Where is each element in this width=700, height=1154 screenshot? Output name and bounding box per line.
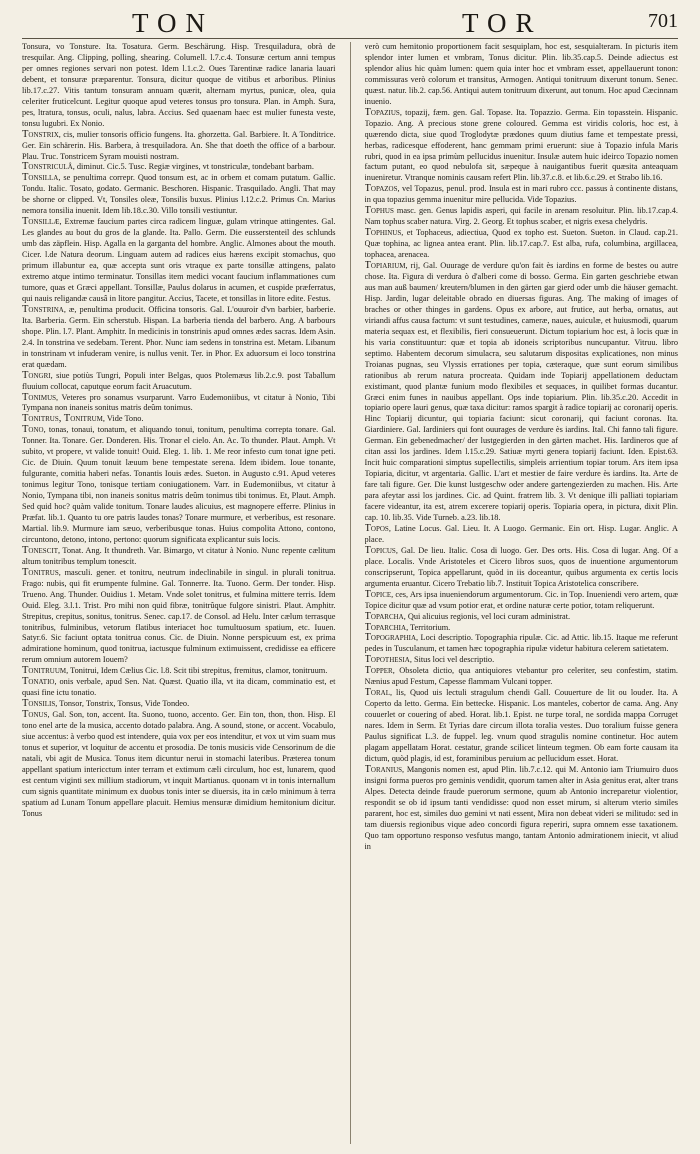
entry-headword: Topographia	[364, 632, 417, 644]
entry-text: , Latine Locus. Gal. Lieu. It. A Luogo. Germanic. Ein ort. Hisp. Lugar. Anglic. A place.	[364, 523, 678, 544]
entry-text: , Extremæ faucium partes circa radicem linguæ, gulam vtrinque attingentes. Gal. Les glandes au bout du gros de la glande. Ita. Pallo. Germ. Die eusserstenteil des schlunds umb das zäpflein. Hisp. Agalla en la garganta del hombre. Anglic. Almones about the mouth. Cicer. l.de Natura deorum. Linguam autem ad radices eius hærens excipit stomachus, quo primum illabuntur ea, quæ accepta sunt oris vtraque ex parte tonsillæ attingens, palato extremo atque intimo terminatur. Tonsillas item medici vocant faucium inflammationes cum tumore, quas et Græci appellant. Tonsillæ, Paulus dolarus in acumen, et cuspide præferratus, qui nauis religandæ causâ in litore pangitur. Accius, Tacete, et tonsillas in litore edite. Festus.	[22, 217, 336, 303]
text-columns	[22, 42, 678, 1144]
entry-headword: Topazius	[364, 106, 400, 118]
entry-text: masc. gen. Genus lapidis asperi, qui facile in arenam resoluitur. Plin. lib.17.cap.4. Nam tophus scaber natura. Virg. 2. Georg. Et tophus scaber, et nigris exesa chelydris.	[364, 206, 678, 227]
entry-text: , siue potiùs Tungri, Populi inter Belgas, quos Ptolemæus lib.2.c.9. post Taballum fluuium collocat, caputque eorum facit Aruacutum.	[22, 370, 336, 391]
entry-headword: Tongri	[22, 369, 51, 381]
entry-text: verò cum hemitonio proportionem facit sesquiplam, hoc est, sesquialteram. In picturis item splendor inter lumen et vmbram, Tonus dicitur. Plin. lib.35.cap.5. Deinde adiectus est splendor alius hic quàm lumen: quem quia inter hoc et vmbram esset, appellauerunt tonon: commissuras verò colorum et transitus, Armogen. Antiqui tonitruum dixerunt tonum. Senec. quæst. natur. lib.2. cap.56. Antiqui autem tonitruum dixerunt, aut tonum. Hoc apud Cæcinnam inuenio.	[364, 42, 678, 106]
entry-headword: Tonescit	[22, 544, 58, 556]
dictionary-entry	[22, 699, 336, 710]
dictionary-entry	[365, 108, 679, 185]
column-divider	[350, 42, 351, 1144]
dictionary-entry	[365, 546, 679, 590]
entry-text: , onis verbale, apud Sen. Nat. Quæst. Quatio illa, vt ita dicam, comminatio est, et quasi fine ictu tonatio.	[22, 677, 336, 698]
entry-text: , lis, Quod uis lectuli stragulum chendi Gall. Couuerture de lit ou louder. Ita. A Coperto da letto. Germa. Ein bettecke. Hispanic. Los manteles, cobertor de cama. Ang. Any couuerlet or couering of abed. Horat. lib.1. Epist. ne turpe toral, ne sordida mappa Corruget nares. Idem in Serm. Et Tyrias dare circum illota toralia vestes. Duo toralium fuisse genera Paulus significat L.3. de fuppel. leg. vnum quod stragulis nomine continetur. Hoc autem plagam appellatam Horat. cestatur, grande scilicet linteum tegmen. Ob eam forte causam ita dictum, quòd plagis, id est, foraminibus peruium ac pellucidum esset. Horat.	[364, 688, 678, 763]
entry-text: , masculi. gener. et tonitru, neutrum indeclinabile in singul. in plurali tonitrua. Frago: nubis, qui fit erumpente fulmine. Gal. Tonnerre. Ita. Tuono. Germ. Der tonder. Hisp. Trueno. Ang. Thunder. Ouidius 1. Metam. Vnde solet tonitrus, et fulmina mittere terris. Idem Ouid. Eleg. 3.l.1. Trist. Pro mihi non quid fibræ, tonitrûque fulgore sinistri. Plaut. Amphitr. Strepitus, crepitus, sonitus, tonitrus. Senec. cap.17. de Consol. ad Helu. Inter cælum terrasque tonitribus, fulminibus, vetorum flatibus interiacet hoc tumultuosum spatium, etc. Iuuen. Satyr.6. Sic faciunt optata tonitrua conus. Cic. de Diuin. Nonne perspicuum est, ex prima admiratione hominum, quod tonitrua, iactusque fulminum extimuissent, credidisse ea efficere rerum omnium autorem Iouem?	[22, 567, 336, 665]
entry-headword: Tonitrus	[22, 566, 59, 578]
entry-headword: Tonstriculâ	[22, 161, 73, 173]
entry-headword: Toral	[364, 687, 390, 699]
entry-text: , cis, mulier tonsoris officio fungens. Ita. ghorzetta. Gal. Barbiere. It. A Tonditrice. Ger. Ein schärerin. His. Barbera, à tresquiladora. An. She that doeth the office of a barbour. Plau. Truc. Tonstricem Syram mouisti nostram.	[22, 129, 336, 161]
dictionary-entry	[365, 612, 679, 623]
running-header	[22, 8, 678, 42]
entry-headword: Tonstrix	[22, 128, 59, 140]
entry-text: Tonsura, vo Tonsture. Ita. Tosatura. Germ. Beschärung. Hisp. Tresquiladura, obrà de tresquilar. Ang. Clipping, polling, shearing. Columell. l.7.c.4. Tonsuræ certum anni tempus per omnes regiones servari non potest. Idem l.1.c.2. Oues Tarentinæ radice lanaria lauari debent, et tonsuræ præparentur. Tonsura, dicitur quoque de vitibus et arboribus. Plinius lib.17.c.27. Vitis tantum tonsuram annuam quærit, alternam myrtus, punicæ, olea, quia celeriter fruticelcunt. Legitur quoque apud veteres tonsus pro tonsura. Plan. in Amph. Sura, pes, ltratura, tonsus, oculi, nalus, labra. Accius. Sed quaenam haec est mulier funesta veste, tonsu lugubri. Ex Nonio.	[22, 42, 336, 128]
dictionary-entry	[22, 371, 336, 393]
dictionary-entry	[22, 425, 336, 545]
dictionary-entry	[22, 42, 336, 130]
entry-headword: Tonimus	[22, 391, 57, 403]
entry-text: , Veteres pro sonamus vsurparunt. Varro Eudemoniibus, vt citatur à Nonio, Tibi Tympana non inaneis sonitus matris deûm tonimus.	[22, 392, 336, 413]
dictionary-entry	[22, 666, 336, 677]
page-number: 701	[648, 10, 678, 32]
header-rule	[22, 38, 678, 39]
dictionary-entry	[365, 688, 679, 765]
dictionary-entry	[22, 677, 336, 699]
dictionary-entry	[365, 524, 679, 546]
entry-headword: Tonitrus, Tonitrum	[22, 413, 103, 425]
entry-headword: Tonus	[22, 709, 48, 721]
entry-text: , æ, penultima producit. Officina tonsoris. Gal. L'ouuroir d'vn barbier, barberie. Ita. Barberia. Germ. Ein scherstub. Hispan. La barberia tienda del barbero. Ang. A barbours shope. Plin. l.7. Plant. Amphitr. In medicinis in tonstrinis apud omnes ædes sacras. Idem Asin. 2.4. In tonstrina ve sedebam. Terent. Phor. Nunc iam sedens in tonstrina est. Metam. Libanum in tonstrinam vt infuderam venire, is nullus venit. Ter. in Phor. Ex aduorsum ei loco tonstrina erat quædam.	[22, 304, 336, 369]
entry-text: , Territorium.	[406, 622, 451, 632]
entry-headword: Tonsillæ	[22, 216, 60, 228]
dictionary-entry	[365, 184, 679, 206]
entry-headword: Tophinus	[364, 227, 402, 239]
dictionary-entry	[22, 217, 336, 305]
entry-headword: Toparchia	[364, 621, 407, 633]
dictionary-entry	[22, 546, 336, 568]
entry-headword: Tonsilis	[22, 698, 56, 710]
entry-text: , se penultima correpr. Quod tonsum est, ac in orbem et comam putatum. Gallic. Tondu. Italic. Tosato, godato. Germanic. Beschoren. Hispanic. Trasquilado. Angli. That may be shorne or clipped. Vt, Tonsiles oleæ, Tonsilis buxus. Plinius l.12.c.2. Primus Cn. Marius nemora tonsilia inuenit. Idem lib.18.c.30. Villo tonsili vestiuntur.	[22, 173, 336, 216]
entry-text: , Situs loci vel descriptio.	[409, 655, 495, 665]
dictionary-entry	[365, 206, 679, 228]
header-left-word: TON	[132, 8, 215, 38]
entry-headword: Topothesia	[364, 654, 410, 666]
entry-text: , rij, Gal. Ouurage de verdure qu'on fait ès iardins en forme de bestes ou autre chose. Ita. Figura di verdura ò d'alberi come di bosso. Germa. Ein garten geschriebe etwan aus man auß baumen/ kreutern/blumen in den gärten gar gierd oder umb die häuser gemacht. Hisp. Jardin, lugar deleitable obrado en diuersas figuras. Ang. The making of images of braches or other thinges in gardens. Opus ex arbore, aut frutice, aut herba, ornatus, aut viriandi affus causa factum: vt sunt testudines, cameræ, naues, auiculæ, et huiusmodi, quarum materia sequax est, et flexibilis, fieri consueuerunt. Dictum topiarium hoc est, à locis quæ in his varia constituuntur: quæ et topia ab idoneis scriptoribus nuncupantur. Vitruu. libro septimo. Habentem decorum simulacra, seu salutarum dispositas explicationes, non minus Troianas pugnas, seu Vlyssis errationes per topia, cæteraque, quæ sunt eorum similibus rationibus ab rerum natura procreata. Quidam inde Topiarij appellationem deductam existimant, quod plantæ funium modo flexibiles et sequaces, in quilibet formas ducantur. Græci enim funes in nauibus appellant. Ops inde topiarium. Plin. lib.35.c.20. Accedit in topiario opere lauri genus, quæ taxa dicitur: ramos spargit à radice topiarij ac coronarij operis. Hinc Topiarij dicuntur, qui topiaria faciunt: sicut coronarij, qui faciunt coronas. Ita. Giardiniere. Gal. Iardiniers qui font ouurages de verdure ès iardins. Ital. Chi fanno tali figure. German. Ein gebenedmacher/ der lustgegierden in den gärten machet. His. Iardineros que af citan assi los jardines. Idem l.15.c.29. Satiuæ myrti genera topiarij faciunt. Iden. Epist.63. Incit huic comparationi simptus supellectilis, simpleis arrientium topiar torum. Ars item ipsa Topiaria, dicitur, vt argentaria. Gallic. L'art et mestier de faire verdure ès iardins. Ita. Arte de fare tali figure. Ger. Die kunst lustgeschw oder andere gartengezierden zu machen. His. Arte para afeytar assi los jardines. Cic. ad Quint. fratrem lib. 3. Vt denique illi palliati topiariam facere videantur, ita est, atrem excerere topiarij operis. Topiaria opera, in pictura, dixit Plin. cap. 10. lib.35. Vide Turneb. a.23. lib.18.	[364, 261, 678, 522]
dictionary-entry	[22, 130, 336, 163]
entry-text: , vel Topazus, penul. prod. Insula est in mari rubro ccc. passus à continente distans, in qua topazius gemma inuenitur mire pellucida. Vide Topazius.	[364, 184, 678, 205]
entry-text: , Tonitrui, Idem Cælius Cic. l.8. Scit tibi strepitus, fremitus, clamor, tonitruum.	[66, 666, 328, 676]
dictionary-entry	[22, 173, 336, 217]
entry-text: , Loci descriptio. Topographia ripulæ. Cic. ad Attic. lib.15. Itaque me referunt pedes in Tusculanum, et tamen hæc topographia ripulæ videtur habitura celerem satietatem.	[364, 633, 678, 654]
dictionary-entry	[22, 162, 336, 173]
dictionary-entry	[365, 655, 679, 666]
dictionary-entry	[22, 305, 336, 371]
entry-headword: Topice	[364, 588, 392, 600]
dictionary-entry	[365, 590, 679, 612]
entry-text: , Gal. Son, ton, accent. Ita. Suono, tuono, accento. Ger. Ein ton, thon, thon. Hisp. El tono enel arte de la musica, accento dotado palabra. Ang. A sound, stone, or accent. Vocabulo, siue accentus: à verbo quod est intendere, quia vox per eos intenditur, et vox ut vim suam mus tonus et superior, vt loquitur de accentu et prosodia. De tonis musicis vide Censorinum de die natali, vbi agit de Musica. Tonus item dicuntur nerui in stomachi lateribus. Præterea tonum appellant spatium intericctum inter terram et extimum cæli circulum, hoc est, lunarem, quod est centum viginti sex millium stadiorum, vt inquit Martianus. quonam vt in tonis internallum cum signis quantitate minimum ex duobus tonis inter se diuersis, ita in cælo minimum à terra spatium ad Lunam Tonum appellare placuit. Hemius mensuræ dimidium hemitonium dicitur. Tonus	[22, 710, 336, 818]
entry-text: , tonas, tonaui, tonatum, et aliquando tonui, tonitum, penultima correpta tonare. Gal. Tonner. Ita. Tonare. Ger. Donderen. His. Tronar el cielo. An. Ac. To thunder. Plaut. Amph. Vt subito, vt propere, vt valide tonuit! Ouid. Eleg. 1. lib. 1. Me reor infesto cum tonat igne peti. Cic. de Diuin. Quum tonuit læuum bene tempestate serena. Idem ibidem. Ioue tonante, fulgurante, comitia haberi nefas. Tonantis Iouis ædes. Sueton. in Augusto c.91. Apud veteres tonimus legitur Tono, tonisque tertiam coniugationem. Varr. in Eudemoniibus, vt citatur à Nonio, Tympana tibi, non inaneis sonitus matris deûm tonimus tibi tonimus. Et, Plaut. Amph. Sed quid hoc? quàm valide tonitum. Tonare laudes alicuius, est magnopere efferre. Plinius in Præfat. lib.1. Quanto tu ore patris laudes tonas? Tonare murmure, et verberibus, est resonare. Martial. lib.9. Murmure iam sæuo, verberibusque tonas. Huius compolita Attono, contono, circuntono, detono, intono, pertono: quorum significata explicantur suis locis.	[22, 425, 336, 544]
entry-text: , Qui alicuius regionis, vel loci curam administrat.	[403, 611, 571, 621]
right-column	[365, 42, 679, 1144]
entry-headword: Topiarium	[364, 260, 406, 272]
entry-headword: Tophus	[364, 205, 394, 217]
entry-headword: Topos	[364, 522, 389, 534]
entry-text: , Gal. De lieu. Italic. Cosa di luogo. Ger. Des orts. His. Cosa di lugar. Ang. Of a place. Localis. Vnde Aristoteles et Cicero libros suos, quos de inuentione argumentorum conscripserunt, Topica appellarunt, quòd in iis doceantur, quibus argumenta ex certis locis argumenta eruantur. Cicero Trebatio lib.7. Instituit Topica Aristotelica conscribere.	[364, 545, 678, 588]
dictionary-entry	[365, 228, 679, 261]
entry-headword: Topper	[364, 665, 393, 677]
entry-headword: Tonatio	[22, 676, 55, 688]
entry-text: , Vide Tono.	[102, 414, 144, 424]
entry-text: , Mangonis nomen est, apud Plin. lib.7.c.12. qui M. Antonio iam Triumuiro duos insigni forma pueros pro geminis vendidit, quorum tamen alter in Asia genitus erat, alter trans Alpes. Detecta deinde fraude puerorum sermone, quum ab Antonio increparetur violentior, respondit se ob id ipsum tanti vendidisse: quod non esset mirum, si alterum vterio similes pararent, hoc est, similes duo gemini vt nati essent, Mira non debeat videri se militudo: sed in tam diuersis regionibus vique adeo concordi figura reperiri, supra omnem esse taxationem. Quo tam opportuno responso vesfutus mango, tantam Antonio admirationem iniecit, vt aliud in	[364, 764, 678, 851]
entry-headword: Tonsilla	[22, 172, 59, 184]
dictionary-entry	[365, 633, 679, 655]
dictionary-entry	[22, 393, 336, 415]
entry-text: , diminut. Cic.5. Tusc. Regiæ virgines, vt tonstriculæ, tondebant barbam.	[72, 162, 314, 172]
entry-headword: Tono	[22, 424, 44, 436]
entry-text: , topazij, fæm. gen. Gal. Topase. Ita. Topazzio. Germa. Ein topasstein. Hispanic. Topazio. Ang. A precious stone grene coloured. Gemma est viridis coloris, hoc est, à quærendo dicta, siue quod Troglodytæ prædones quum diutius fame et tempestate pressi, herbas, radicesque effoderent, hanc gemmam primi eruerunt: siue à Topazio infula Maris rubri, quod in ea ipsa primùm pellucidus inuenitur. Insulæ autem huic ideirco Topazio nomen factum putant, eo quod nebulofa sit, sæpeque à nauigantibus fuerit quæsita anteaquam inueniretur. Vtranque nominis causam refert Plin. lib.37.c.8. et lib.6.c.29. et Strabo lib.16.	[364, 107, 678, 183]
dictionary-entry	[365, 666, 679, 688]
entry-text: , Tonsor, Tonstrix, Tonsus, Vide Tondeo.	[55, 699, 190, 709]
header-right-word: TOR	[462, 8, 543, 38]
dictionary-entry	[22, 414, 336, 425]
dictionary-entry	[365, 261, 679, 524]
entry-headword: Topazos	[364, 183, 398, 195]
dictionary-entry	[365, 42, 679, 108]
dictionary-entry	[22, 568, 336, 667]
left-column	[22, 42, 336, 1144]
entry-text: , Obsoleta dictio, qua antiquiores vtebantur pro celeriter, seu confestim, statim. Nænius apud Festum, Capesse flammam Vulcani topper.	[364, 666, 678, 687]
dictionary-entry	[22, 710, 336, 820]
entry-text: , ces, Ars ipsa inueniendorum argumentorum. Cic. in Top. Inueniendi vero artem, quæ Topice dicitur quæ ad vsum potior erat, et ordine naturæ certe potior, totam reliquerunt.	[364, 589, 678, 610]
entry-headword: Toranius	[364, 763, 403, 775]
entry-headword: Topicus	[364, 544, 396, 556]
entry-headword: Tonitruum	[22, 665, 67, 677]
entry-text: , et Tophaceus, adiectiua, Quod ex topho est. Sueton. Sueton. in Claud. cap.21. Quæ tophina, ac lignea antea erant. Plin. lib.17.cap.7. Est alba, rufa, columbina, argillacea, tophacea, arenacea.	[364, 228, 678, 260]
entry-headword: Toparcha	[364, 610, 404, 622]
entry-headword: Tonstrina	[22, 303, 64, 315]
dictionary-entry	[365, 765, 679, 853]
entry-text: , Tonat. Ang. It thundreth. Var. Bimargo, vt citatur à Nonio. Nunc repente cælitum altum tonitribus templum tonescit.	[22, 545, 336, 566]
